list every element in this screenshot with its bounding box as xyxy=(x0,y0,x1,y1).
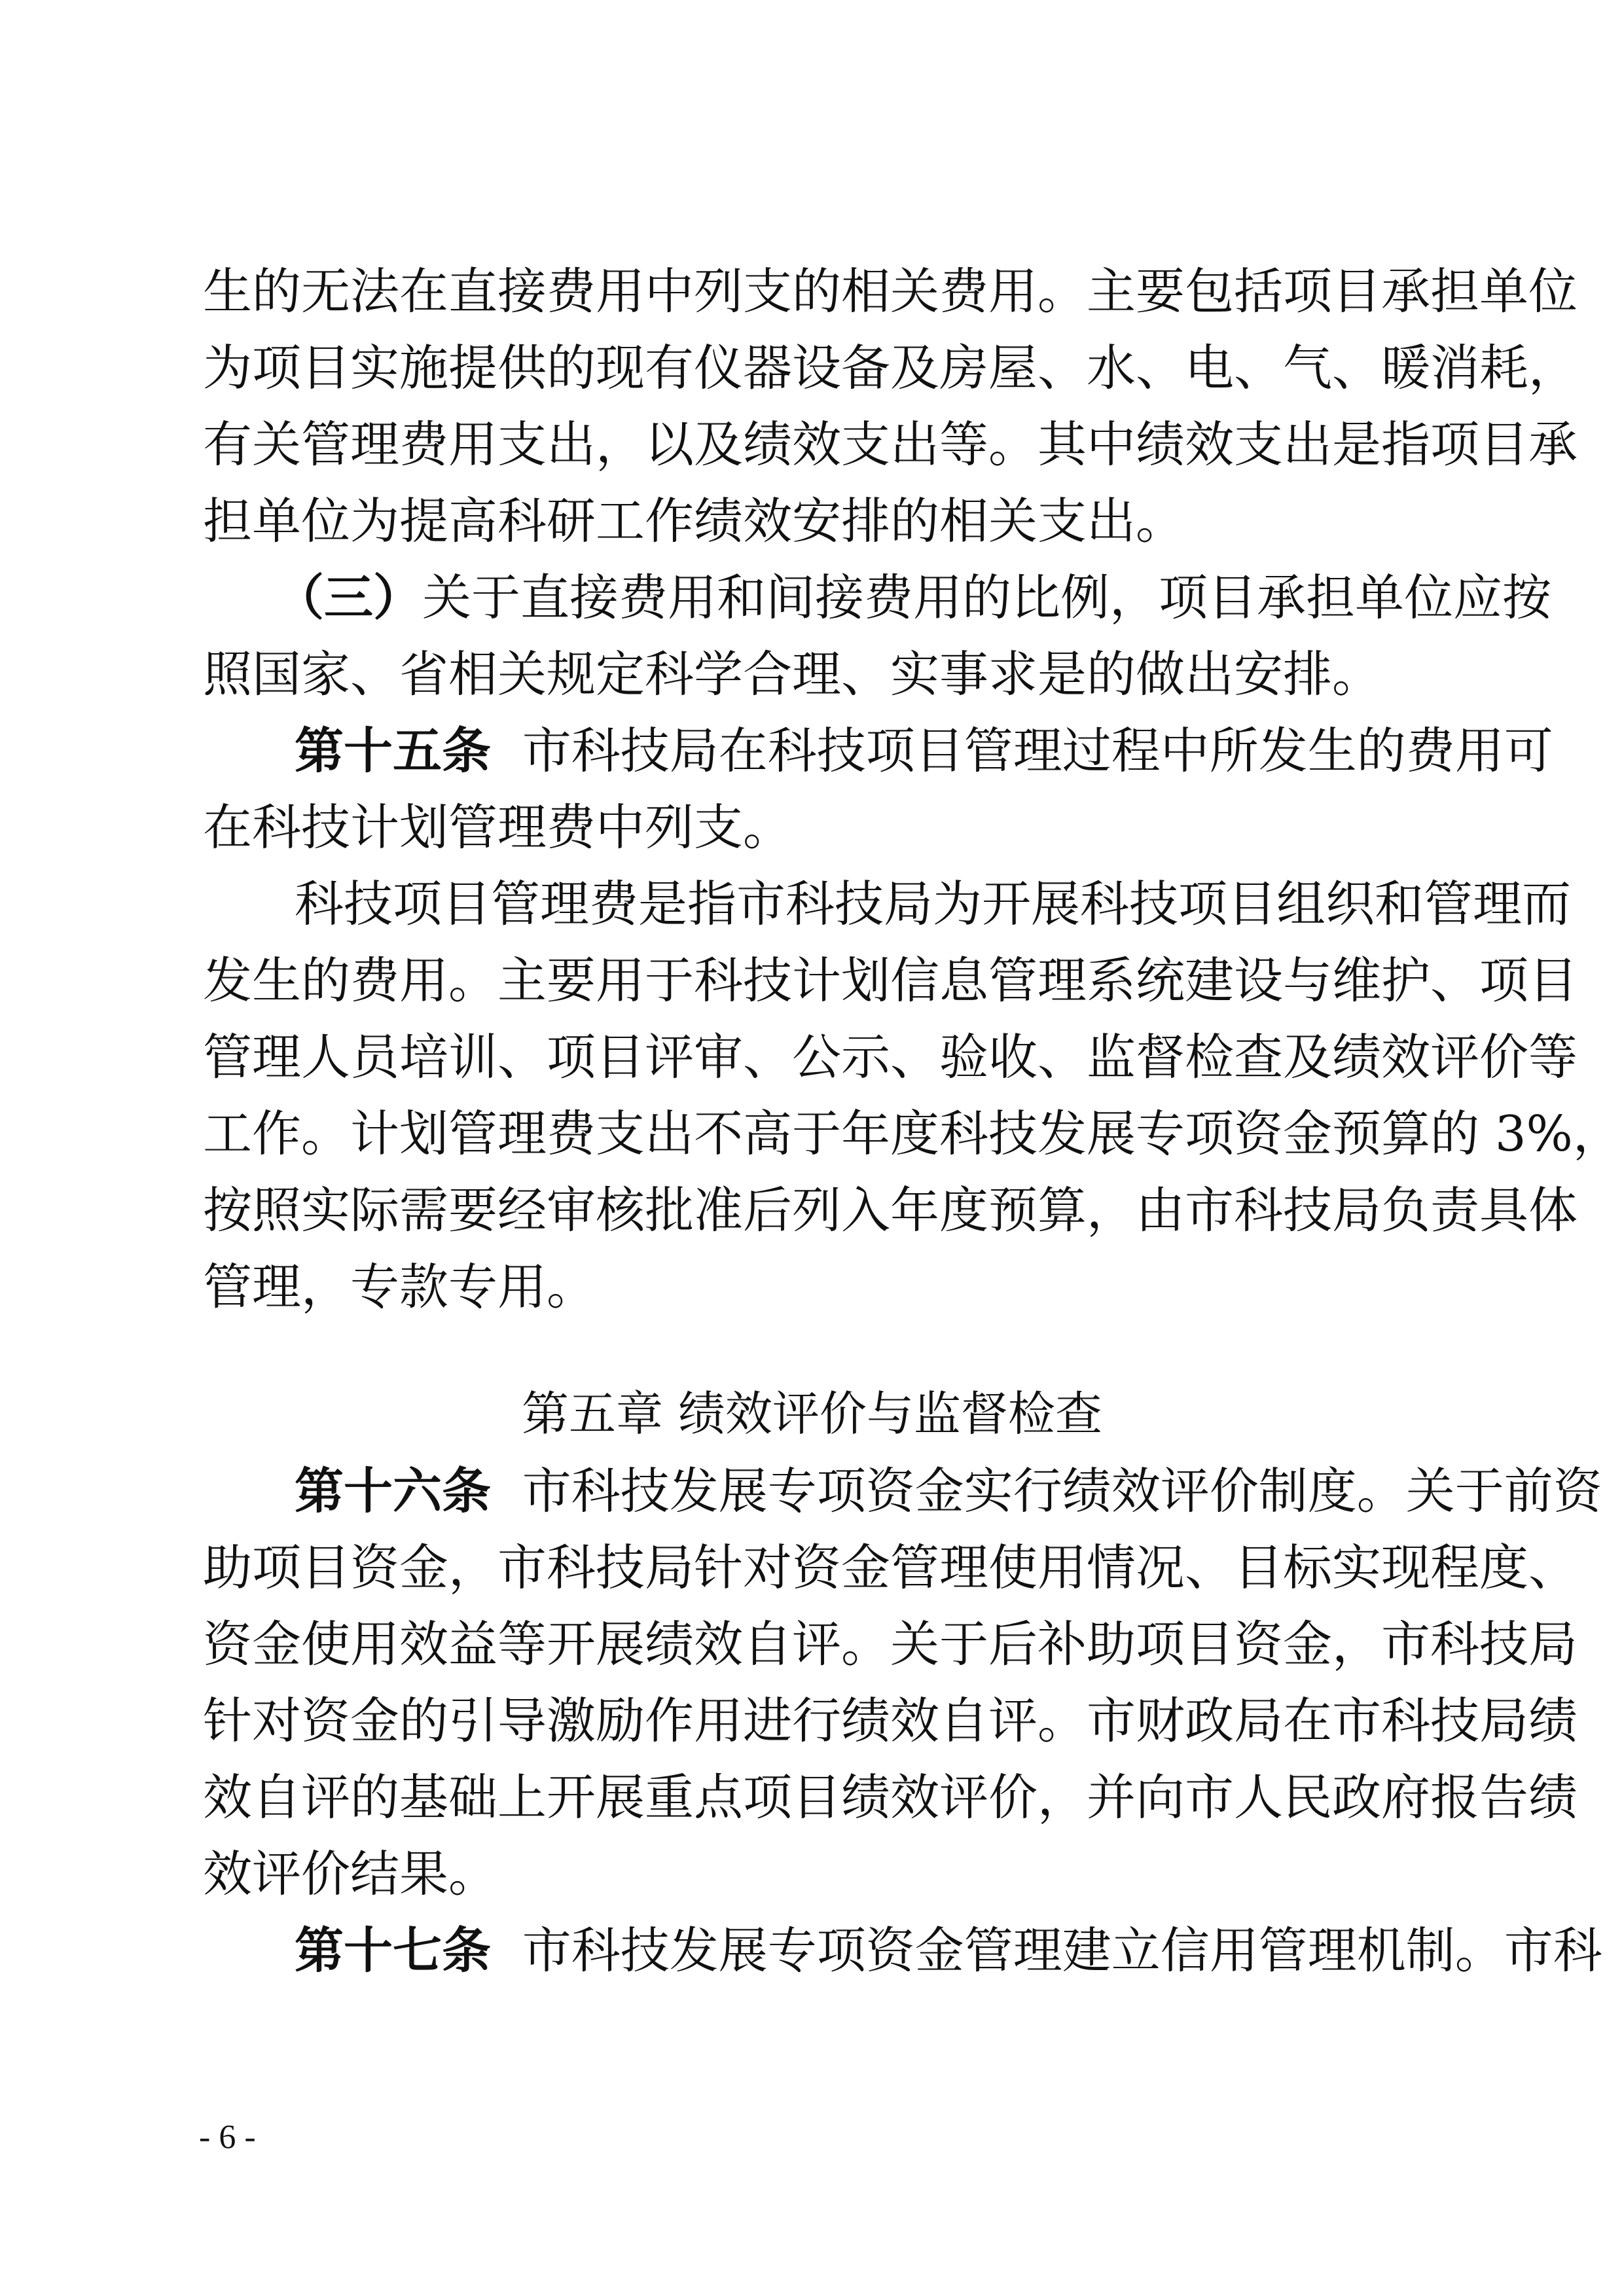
paragraph-line xyxy=(275,565,1552,630)
text-line: 市科技发展专项资金实行绩效评价制度。关于前资 xyxy=(522,1462,1602,1520)
text-line: 为项目实施提供的现有仪器设备及房屋、水、电、气、暖消耗， xyxy=(203,339,1578,397)
text-line: 管理，专款专用。 xyxy=(203,1258,596,1316)
text-line: 助项目资金，市科技局针对资金管理使用情况、目标实现程度、 xyxy=(203,1539,1578,1596)
article-15-line xyxy=(295,718,1553,783)
text-line: 工作。计划管理费支出不高于年度科技发展专项资金预算的 3%， xyxy=(203,1105,1622,1162)
article-16-line xyxy=(295,1458,1602,1524)
text-line: 管理人员培训、项目评审、公示、验收、监督检查及绩效评价等 xyxy=(203,1028,1578,1086)
article-label: 第十七条 xyxy=(295,1922,492,1979)
text-line: 科技项目管理费是指市科技局为开展科技项目组织和管理而 xyxy=(295,875,1572,933)
text-line: 针对资金的引导激励作用进行绩效自评。市财政局在市科技局绩 xyxy=(203,1692,1578,1749)
text-line: 关于直接费用和间接费用的比例，项目承担单位应按 xyxy=(422,569,1552,626)
article-label: 第十五条 xyxy=(295,722,492,780)
text-line: 照国家、省相关规定科学合理、实事求是的做出安排。 xyxy=(203,645,1382,703)
article-17-line xyxy=(295,1918,1602,1983)
text-line: 在科技计划管理费中列支。 xyxy=(203,798,793,856)
text-line: 市科技局在科技项目管理过程中所发生的费用可 xyxy=(522,722,1553,780)
text-line: 效自评的基础上开展重点项目绩效评价，并向市人民政府报告绩 xyxy=(203,1768,1578,1826)
page-number: - 6 - xyxy=(199,2119,256,2156)
item-label: （三） xyxy=(275,569,423,626)
chapter-title: 第五章 绩效评价与监督检查 xyxy=(522,1386,1102,1441)
text-line: 资金使用效益等开展绩效自评。关于后补助项目资金，市科技局 xyxy=(203,1615,1578,1673)
text-line: 生的无法在直接费用中列支的相关费用。主要包括项目承担单位 xyxy=(203,262,1578,320)
article-label: 第十六条 xyxy=(295,1462,492,1520)
text-line: 市科技发展专项资金管理建立信用管理机制。市科 xyxy=(522,1922,1602,1979)
text-line: 担单位为提高科研工作绩效安排的相关支出。 xyxy=(203,492,1185,550)
text-line: 效评价结果。 xyxy=(203,1845,498,1903)
text-line: 按照实际需要经审核批准后列入年度预算，由市科技局负责具体 xyxy=(203,1181,1578,1239)
text-line: 有关管理费用支出，以及绩效支出等。其中绩效支出是指项目承 xyxy=(203,416,1578,473)
text-line: 发生的费用。主要用于科技计划信息管理系统建设与维护、项目 xyxy=(203,952,1578,1009)
